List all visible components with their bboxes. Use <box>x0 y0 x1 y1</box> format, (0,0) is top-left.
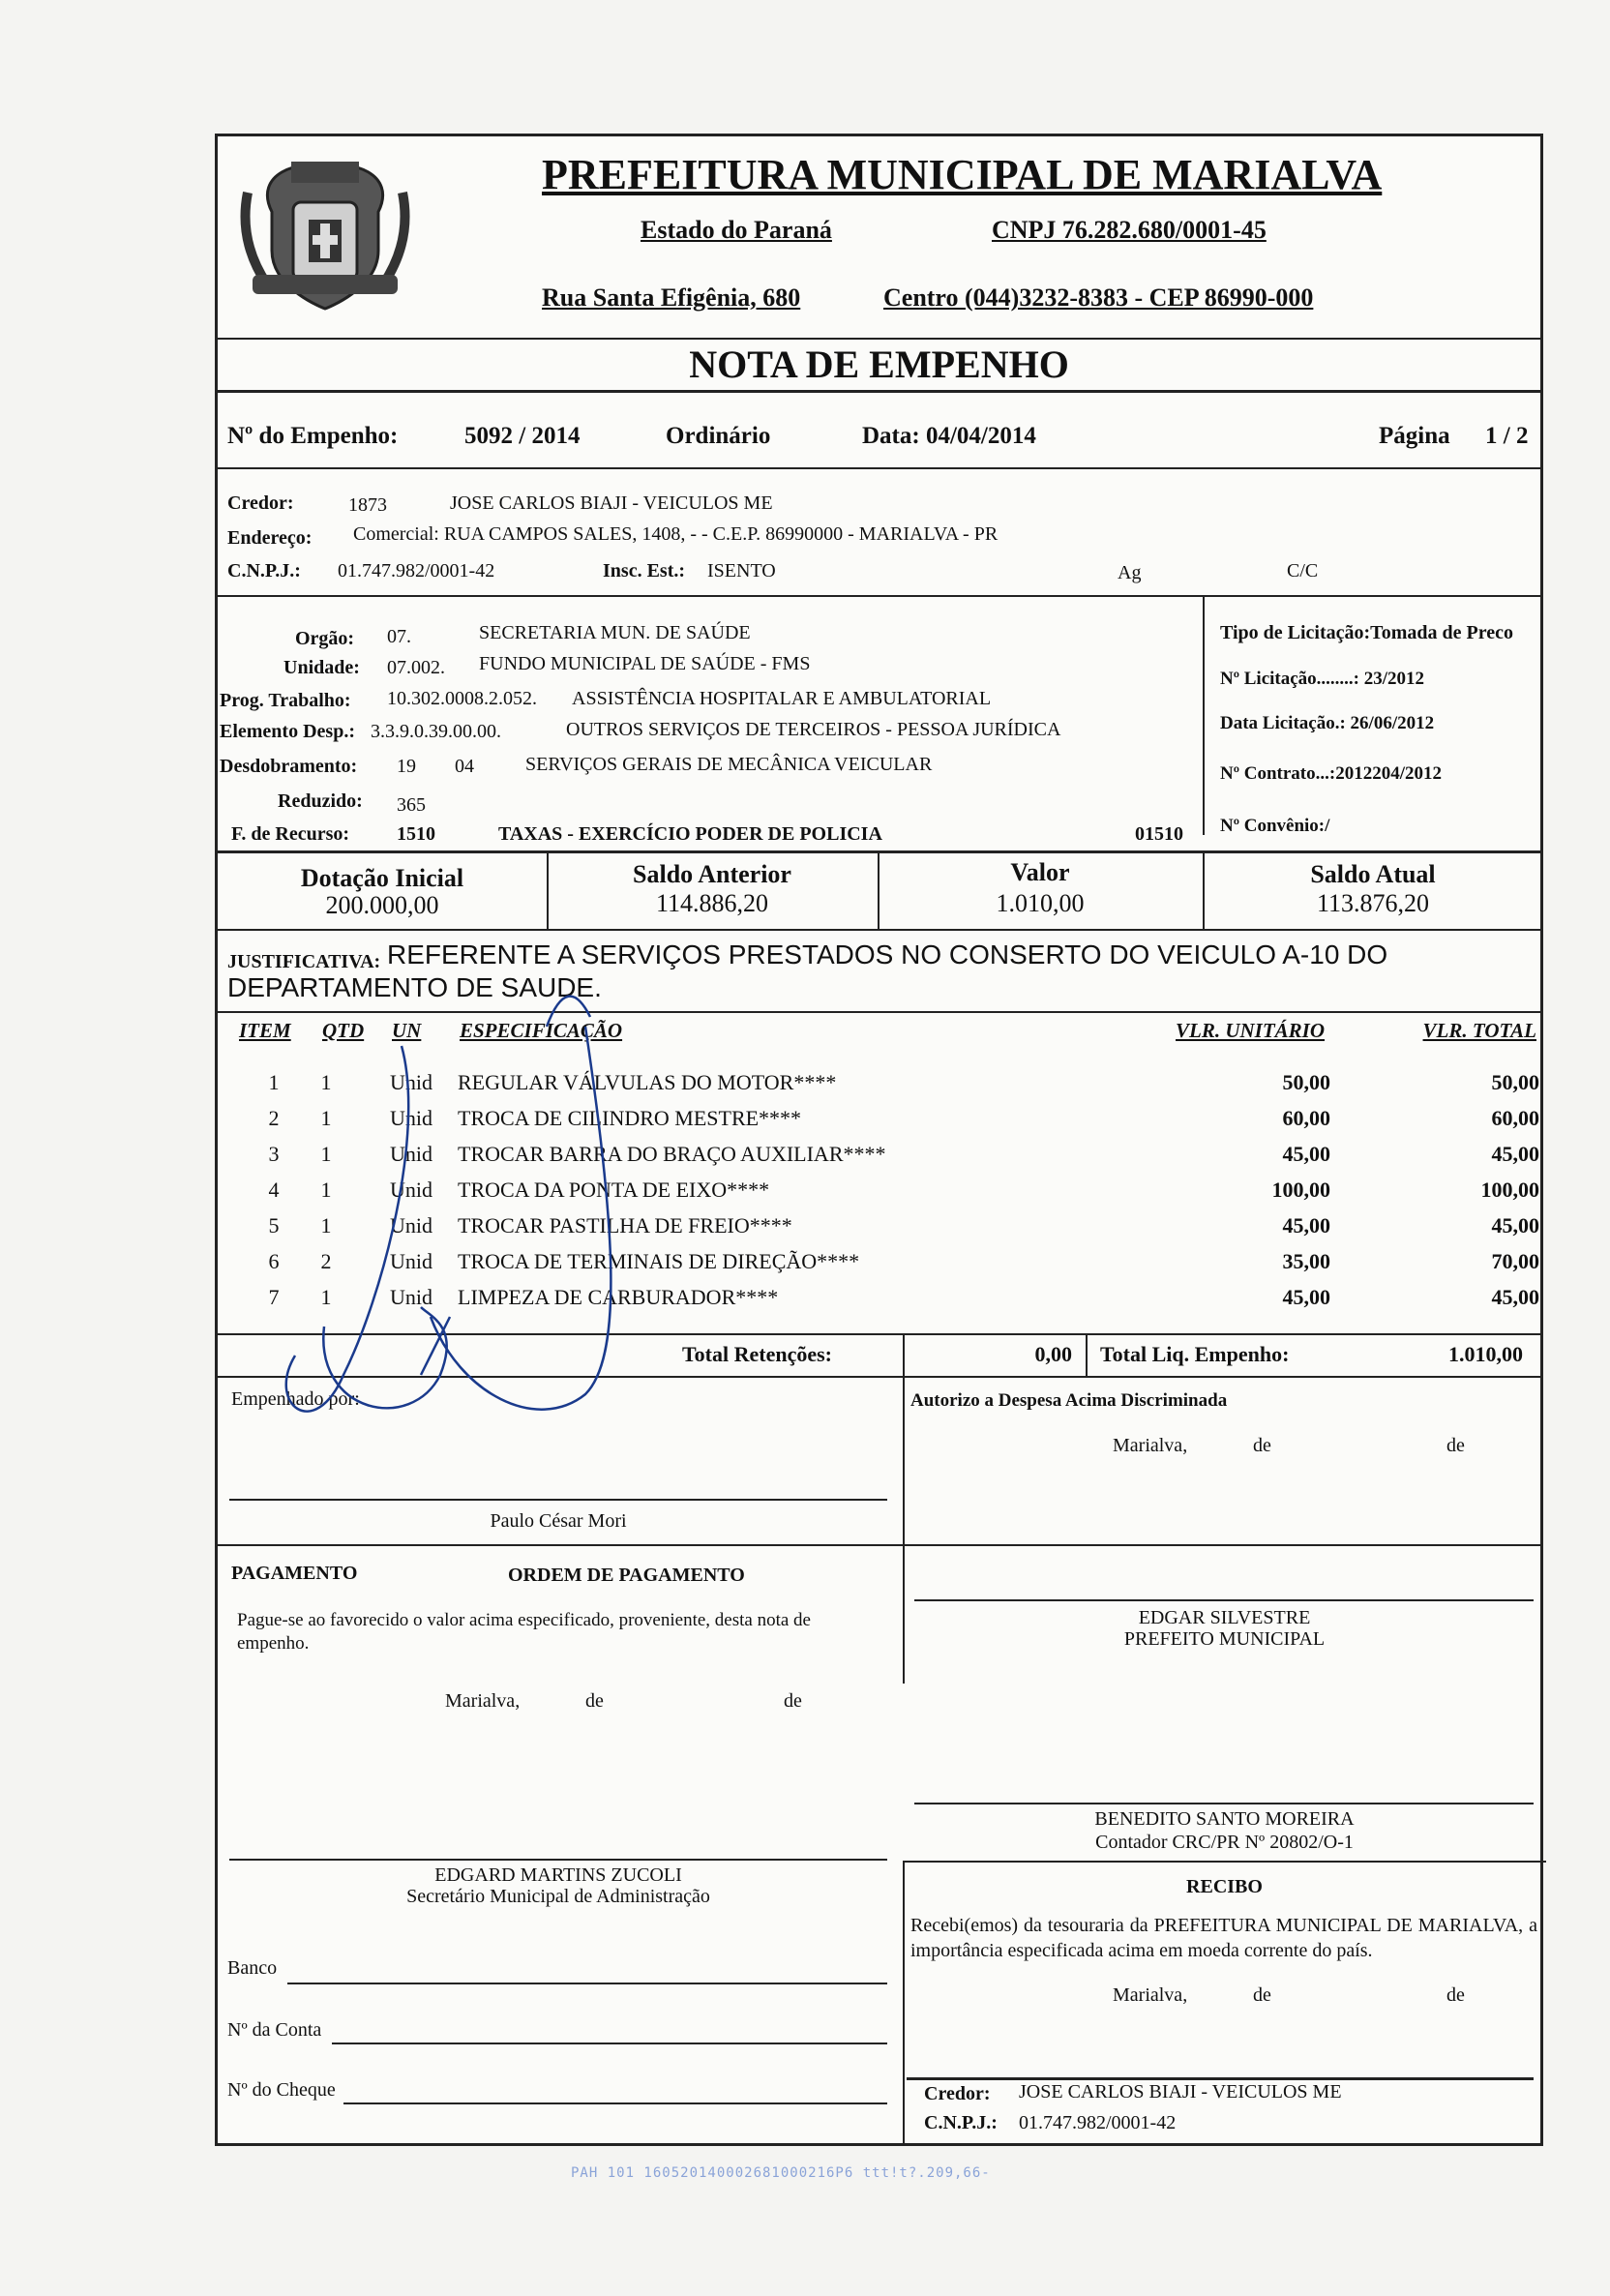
empenho-date: Data: 04/04/2014 <box>862 423 1036 449</box>
licitacao-contrato: Nº Contrato...:2012204/2012 <box>1220 763 1442 784</box>
item-number: 3 <box>268 1142 280 1166</box>
valor-value: 1.010,00 <box>996 889 1085 917</box>
header-contact: Centro (044)3232-8383 - CEP 86990-000 <box>883 283 1314 312</box>
cnpj-label: C.N.P.J.: <box>227 560 301 581</box>
item-total: 100,00 <box>1480 1178 1539 1202</box>
desd-label: Desdobramento: <box>220 756 358 777</box>
recurso-name: TAXAS - EXERCÍCIO PODER DE POLICIA <box>498 823 882 845</box>
licitacao-data: Data Licitação.: 26/06/2012 <box>1220 713 1435 733</box>
credor-name: JOSE CARLOS BIAJI - VEICULOS ME <box>450 492 773 514</box>
valor-label: Valor <box>1010 858 1070 886</box>
prefeito-name: EDGAR SILVESTRE <box>1138 1607 1311 1628</box>
cheque-label: Nº do Cheque <box>227 2079 336 2101</box>
col-vlr-total: VLR. TOTAL <box>1422 1019 1536 1042</box>
item-total: 60,00 <box>1491 1106 1539 1130</box>
item-unit: Unid <box>390 1106 432 1130</box>
empenhado-name: Paulo César Mori <box>490 1510 627 1532</box>
elem-label: Elemento Desp.: <box>220 721 355 742</box>
saldo-atual-value: 113.876,20 <box>1316 889 1430 917</box>
item-qty: 1 <box>320 1142 332 1166</box>
item-number: 5 <box>268 1213 280 1237</box>
item-unit: Unid <box>390 1249 432 1273</box>
item-unit-price: 35,00 <box>1282 1249 1330 1273</box>
item-description: TROCAR PASTILHA DE FREIO**** <box>458 1213 792 1237</box>
pagamento-label: PAGAMENTO <box>231 1563 358 1584</box>
item-number: 4 <box>268 1178 280 1202</box>
recibo-credor-label: Credor: <box>924 2083 991 2104</box>
recibo-cnpj: 01.747.982/0001-42 <box>1019 2112 1177 2133</box>
recibo-place: Marialva, <box>1113 1984 1188 2006</box>
item-unit: Unid <box>390 1178 432 1202</box>
pague-place: Marialva, <box>445 1690 521 1712</box>
empenho-label: Nº do Empenho: <box>227 423 399 449</box>
header-title: PREFEITURA MUNICIPAL DE MARIALVA <box>542 151 1383 198</box>
autorizo-de-1: de <box>1253 1435 1271 1456</box>
item-qty: 1 <box>320 1178 332 1202</box>
licitacao-convenio: Nº Convênio:/ <box>1220 816 1330 836</box>
item-unit-price: 45,00 <box>1282 1285 1330 1309</box>
autorizo-de-2: de <box>1446 1435 1465 1456</box>
recurso-code: 1510 <box>397 823 435 845</box>
recibo-de-1: de <box>1253 1984 1271 2006</box>
recibo-de-2: de <box>1446 1984 1465 2006</box>
item-total: 70,00 <box>1491 1249 1539 1273</box>
cc-label: C/C <box>1287 560 1319 581</box>
header-state: Estado do Paraná <box>641 216 832 244</box>
recibo-label: RECIBO <box>1186 1876 1263 1897</box>
elem-name: OUTROS SERVIÇOS DE TERCEIROS - PESSOA JURÍDICA <box>566 719 1061 740</box>
justificativa-text-2: DEPARTAMENTO DE SAUDE. <box>227 972 602 1002</box>
item-total: 50,00 <box>1491 1070 1539 1094</box>
item-unit: Unid <box>390 1213 432 1237</box>
credor-code: 1873 <box>348 494 387 516</box>
col-un: UN <box>392 1019 422 1042</box>
recurso-code2: 01510 <box>1135 823 1183 845</box>
saldo-anterior-label: Saldo Anterior <box>633 860 791 888</box>
reduzido-label: Reduzido: <box>278 790 363 812</box>
banco-label: Banco <box>227 1957 278 1979</box>
prefeito-title: PREFEITO MUNICIPAL <box>1123 1628 1326 1650</box>
reduzido-value: 365 <box>397 794 426 816</box>
justificativa-label: JUSTIFICATIVA: <box>227 951 381 972</box>
empenho-number: 5092 / 2014 <box>464 423 581 449</box>
secretario-name: EDGARD MARTINS ZUCOLI <box>434 1864 682 1886</box>
nota-de-empenho <box>215 134 1543 2146</box>
prog-label: Prog. Trabalho: <box>220 690 351 711</box>
page-label: Página <box>1379 423 1450 449</box>
item-qty: 1 <box>320 1106 332 1130</box>
item-total: 45,00 <box>1491 1213 1539 1237</box>
item-unit-price: 100,00 <box>1271 1178 1330 1202</box>
licitacao-tipo: Tipo de Licitação:Tomada de Preco <box>1220 622 1513 643</box>
doc-title: NOTA DE EMPENHO <box>689 343 1069 386</box>
dotacao-label: Dotação Inicial <box>300 864 464 892</box>
empenhado-label: Empenhado por: <box>231 1388 360 1410</box>
pague-de-1: de <box>585 1690 604 1712</box>
item-description: TROCA DA PONTA DE EIXO**** <box>458 1178 770 1202</box>
insc-value: ISENTO <box>707 560 776 581</box>
page-number: 1 / 2 <box>1485 423 1529 449</box>
item-number: 6 <box>268 1249 280 1273</box>
pague-text: Pague-se ao favorecido o valor acima especificado, proveniente, desta nota de empenho. <box>237 1610 811 1654</box>
prog-name: ASSISTÊNCIA HOSPITALAR E AMBULATORIAL <box>572 688 992 709</box>
pague-de-2: de <box>784 1690 802 1712</box>
credor-cnpj: 01.747.982/0001-42 <box>338 560 495 581</box>
empenho-type: Ordinário <box>666 423 771 449</box>
retencoes-value: 0,00 <box>1034 1342 1072 1366</box>
item-description: REGULAR VÁLVULAS DO MOTOR**** <box>458 1070 837 1094</box>
saldo-atual-label: Saldo Atual <box>1310 860 1436 888</box>
licitacao-numero: Nº Licitação........: 23/2012 <box>1220 669 1425 689</box>
recibo-text: Recebi(emos) da tesouraria da PREFEITURA MUNICIPAL DE MARIALVA, a importância especificada acima em moeda corrente do país. <box>910 1915 1537 1961</box>
orgao-name: SECRETARIA MUN. DE SAÚDE <box>479 622 751 643</box>
item-unit-price: 45,00 <box>1282 1142 1330 1166</box>
item-qty: 1 <box>320 1285 332 1309</box>
item-unit: Unid <box>390 1285 432 1309</box>
col-especificacao: ESPECIFICAÇÃO <box>460 1019 623 1042</box>
item-total: 45,00 <box>1491 1142 1539 1166</box>
header-cnpj: CNPJ 76.282.680/0001-45 <box>992 216 1267 244</box>
contador-title: Contador CRC/PR Nº 20802/O-1 <box>1095 1832 1354 1853</box>
item-description: TROCA DE CILINDRO MESTRE**** <box>458 1106 802 1130</box>
unidade-label: Unidade: <box>283 657 360 678</box>
item-number: 1 <box>268 1070 280 1094</box>
recurso-label: F. de Recurso: <box>231 823 350 845</box>
coat-of-arms-icon <box>233 154 417 318</box>
item-unit: Unid <box>390 1070 432 1094</box>
orgao-label: Orgão: <box>295 628 355 649</box>
insc-label: Insc. Est.: <box>603 560 686 581</box>
contador-name: BENEDITO SANTO MOREIRA <box>1094 1808 1355 1830</box>
recibo-cnpj-label: C.N.P.J.: <box>924 2112 998 2133</box>
item-description: TROCA DE TERMINAIS DE DIREÇÃO**** <box>458 1249 860 1273</box>
desd-code1: 19 <box>397 756 416 777</box>
item-number: 7 <box>268 1285 280 1309</box>
unidade-code: 07.002. <box>387 657 445 678</box>
autorizo-place: Marialva, <box>1113 1435 1188 1456</box>
desd-name: SERVIÇOS GERAIS DE MECÂNICA VEICULAR <box>525 754 933 775</box>
item-qty: 2 <box>320 1249 332 1273</box>
autorizo-text: Autorizo a Despesa Acima Discriminada <box>910 1390 1228 1411</box>
col-qtd: QTD <box>322 1019 365 1042</box>
secretario-title: Secretário Municipal de Administração <box>406 1886 710 1907</box>
header-address: Rua Santa Efigênia, 680 <box>542 283 801 312</box>
desd-code2: 04 <box>455 756 474 777</box>
item-unit-price: 60,00 <box>1282 1106 1330 1130</box>
item-unit-price: 45,00 <box>1282 1213 1330 1237</box>
credor-address: Comercial: RUA CAMPOS SALES, 1408, - - C.E.P. 86990000 - MARIALVA - PR <box>353 523 999 545</box>
item-total: 45,00 <box>1491 1285 1539 1309</box>
conta-label: Nº da Conta <box>227 2019 322 2041</box>
elem-code: 3.3.9.0.39.00.00. <box>371 721 501 742</box>
item-number: 2 <box>268 1106 280 1130</box>
item-qty: 1 <box>320 1213 332 1237</box>
liq-value: 1.010,00 <box>1448 1342 1523 1366</box>
col-vlr-unitario: VLR. UNITÁRIO <box>1176 1019 1326 1042</box>
ag-label: Ag <box>1118 562 1142 583</box>
endereco-label: Endereço: <box>227 527 313 549</box>
justificativa-text-1: REFERENTE A SERVIÇOS PRESTADOS NO CONSERTO DO VEICULO A-10 DO <box>387 939 1388 969</box>
credor-label: Credor: <box>227 492 294 514</box>
prog-code: 10.302.0008.2.052. <box>387 688 537 709</box>
dotacao-value: 200.000,00 <box>325 891 439 919</box>
item-qty: 1 <box>320 1070 332 1094</box>
item-unit: Unid <box>390 1142 432 1166</box>
retencoes-label: Total Retenções: <box>682 1342 832 1366</box>
saldo-anterior-value: 114.886,20 <box>655 889 769 917</box>
liq-label: Total Liq. Empenho: <box>1100 1342 1290 1366</box>
ordem-pagamento-label: ORDEM DE PAGAMENTO <box>508 1565 745 1586</box>
validation-stamp: PAH 101 160520140002681000216P6 ttt!t?.209,66- <box>571 2165 991 2181</box>
orgao-code: 07. <box>387 626 411 647</box>
item-description: TROCAR BARRA DO BRAÇO AUXILIAR**** <box>458 1142 886 1166</box>
col-item: ITEM <box>239 1019 291 1042</box>
item-unit-price: 50,00 <box>1282 1070 1330 1094</box>
unidade-name: FUNDO MUNICIPAL DE SAÚDE - FMS <box>479 653 811 674</box>
item-description: LIMPEZA DE CARBURADOR**** <box>458 1285 779 1309</box>
recibo-credor-name: JOSE CARLOS BIAJI - VEICULOS ME <box>1019 2081 1342 2102</box>
